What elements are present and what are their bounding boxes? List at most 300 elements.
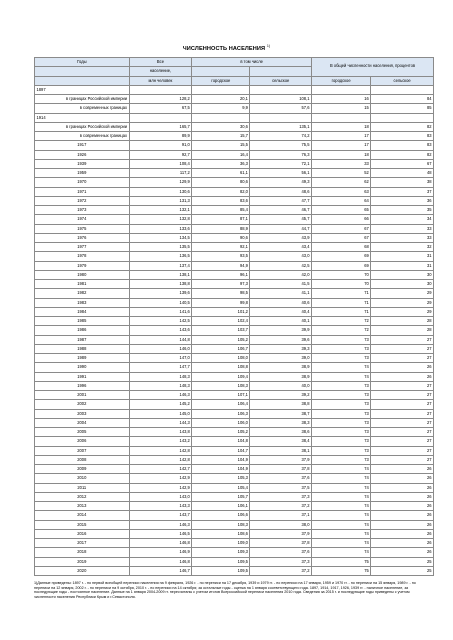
cell-urban	[192, 113, 250, 122]
cell-rural: 37,8	[250, 465, 312, 474]
cell-rural: 38,6	[250, 428, 312, 437]
cell-year: 2012	[35, 492, 130, 501]
table-row	[35, 428, 434, 437]
table-row	[35, 104, 434, 113]
cell-rural: 47,7	[250, 196, 312, 205]
table-row	[35, 224, 434, 233]
cell-urban: 92,1	[192, 243, 250, 252]
header-rural: сельское	[250, 76, 312, 85]
cell-urban: 108,6	[192, 529, 250, 538]
cell-year: 1990	[35, 363, 130, 372]
page-title	[0, 44, 453, 52]
cell-rural: 45,7	[250, 215, 312, 224]
header-total-2: население,	[129, 67, 192, 76]
cell-total: 135,5	[129, 243, 192, 252]
cell-rural: 48,6	[250, 187, 312, 196]
cell-total: 130,6	[129, 187, 192, 196]
header-blank-a	[192, 67, 250, 76]
cell-year: в границах Российской империи	[35, 95, 130, 104]
cell-total: 146,9	[129, 548, 192, 557]
table-row	[35, 317, 434, 326]
cell-year: 1939	[35, 159, 130, 168]
cell-urban: 15,7	[192, 132, 250, 141]
cell-rural: 57,6	[250, 104, 312, 113]
cell-year: 2013	[35, 502, 130, 511]
table-row	[35, 215, 434, 224]
cell-urban: 108,3	[192, 520, 250, 529]
cell-total: 142,8	[129, 455, 192, 464]
cell-urban-pct: 74	[311, 474, 370, 483]
table-row	[35, 455, 434, 464]
cell-urban: 105,2	[192, 335, 250, 344]
table-row	[35, 566, 434, 575]
cell-total: 117,2	[129, 169, 192, 178]
cell-year: 1914	[35, 113, 130, 122]
cell-rural: 56,1	[250, 169, 312, 178]
table-row	[35, 483, 434, 492]
table-row	[35, 113, 434, 122]
table-row	[35, 418, 434, 427]
cell-year: 1979	[35, 261, 130, 270]
cell-urban: 109,0	[192, 539, 250, 548]
cell-urban: 105,3	[192, 474, 250, 483]
cell-year: 1980	[35, 270, 130, 279]
cell-urban-pct: 74	[311, 548, 370, 557]
cell-total: 140,5	[129, 298, 192, 307]
cell-rural-pct: 26	[371, 502, 434, 511]
cell-rural-pct: 28	[371, 317, 434, 326]
cell-year: 1989	[35, 354, 130, 363]
cell-year: 2003	[35, 409, 130, 418]
cell-urban-pct: 75	[311, 557, 370, 566]
table-row	[35, 529, 434, 538]
cell-year: 2004	[35, 418, 130, 427]
cell-year: 1978	[35, 252, 130, 261]
cell-rural: 108,1	[250, 95, 312, 104]
cell-year: 1975	[35, 224, 130, 233]
cell-total: 136,5	[129, 252, 192, 261]
cell-urban: 80,6	[192, 178, 250, 187]
cell-total	[129, 85, 192, 94]
cell-urban: 88,9	[192, 224, 250, 233]
cell-rural-pct: 27	[371, 354, 434, 363]
table-row	[35, 344, 434, 353]
cell-rural: 37,6	[250, 474, 312, 483]
header-share: В общей численности населения, процентов	[311, 58, 433, 77]
cell-year: 1986	[35, 326, 130, 335]
cell-urban-pct: 16	[311, 95, 370, 104]
cell-urban: 106,0	[192, 418, 250, 427]
cell-urban-pct: 33	[311, 159, 370, 168]
table-row	[35, 196, 434, 205]
cell-rural: 43,0	[250, 252, 312, 261]
cell-rural-pct: 27	[371, 391, 434, 400]
cell-urban-pct: 73	[311, 437, 370, 446]
cell-urban: 85,4	[192, 206, 250, 215]
cell-total: 142,9	[129, 474, 192, 483]
cell-urban-pct: 70	[311, 280, 370, 289]
cell-rural-pct: 26	[371, 529, 434, 538]
table-row	[35, 261, 434, 270]
cell-urban-pct: 52	[311, 169, 370, 178]
header-years-blank-2	[35, 76, 130, 85]
cell-urban: 30,6	[192, 122, 250, 131]
cell-rural: 39,3	[250, 344, 312, 353]
cell-urban: 108,8	[192, 363, 250, 372]
cell-urban-pct: 74	[311, 465, 370, 474]
cell-rural: 40,4	[250, 307, 312, 316]
cell-rural-pct: 27	[371, 437, 434, 446]
cell-rural: 37,2	[250, 502, 312, 511]
cell-urban-pct: 73	[311, 446, 370, 455]
cell-year: 2015	[35, 520, 130, 529]
cell-total: 146,0	[129, 344, 192, 353]
cell-total: 142,5	[129, 317, 192, 326]
cell-year: 1973	[35, 206, 130, 215]
cell-rural: 37,2	[250, 566, 312, 575]
cell-total: 89,9	[129, 132, 192, 141]
cell-total: 146,8	[129, 557, 192, 566]
cell-total: 147,7	[129, 363, 192, 372]
cell-year: 1971	[35, 187, 130, 196]
table-row	[35, 492, 434, 501]
cell-total: 142,7	[129, 465, 192, 474]
cell-rural-pct: 26	[371, 474, 434, 483]
cell-rural	[250, 113, 312, 122]
cell-rural: 76,3	[250, 150, 312, 159]
cell-year: 2005	[35, 428, 130, 437]
cell-year: 1996	[35, 381, 130, 390]
cell-rural-pct: 67	[371, 159, 434, 168]
cell-urban-pct: 73	[311, 428, 370, 437]
cell-total: 147,0	[129, 354, 192, 363]
cell-rural: 135,1	[250, 122, 312, 131]
cell-urban-pct	[311, 113, 370, 122]
cell-year: 1972	[35, 196, 130, 205]
table-row	[35, 381, 434, 390]
cell-year: 1970	[35, 178, 130, 187]
cell-total: 134,5	[129, 233, 192, 242]
cell-urban-pct: 71	[311, 298, 370, 307]
cell-year: 2017	[35, 539, 130, 548]
cell-total: 91,0	[129, 141, 192, 150]
table-row	[35, 141, 434, 150]
cell-year: 1977	[35, 243, 130, 252]
cell-urban-pct: 15	[311, 104, 370, 113]
cell-rural-pct: 27	[371, 344, 434, 353]
cell-urban: 15,5	[192, 141, 250, 150]
cell-year: 2011	[35, 483, 130, 492]
footnote: 1)Данные приведены: 1897 г. - по первой всеобщей переписи населения на 9 февраля, 1926 г. - по переписи на 17 декабря, 1939 и 1979 гг. - по переписи на 17 января, 1959 и 1970 гг. - по переписи на 15 января, 1989 г. - по переписи на 12 января, 2002 г. - по переписи на 9 октября, 2010 г. - по переписи на 14 октября; за остальные годы - оценка на 1 января соответствующего года. 1897, 1914, 1917, 1926, 1939 гг. - наличное население, за последующие годы - постоянное население. Данные на 1 января 2004-2009 гг. пересчитаны с учетом итогов Всероссийской переписи населения 2010 года. Сведения за 2015 г. и последующие годы приведены с учетом численности населения Республики Крым и г.Севастополя.	[34, 581, 416, 599]
cell-year: в границах Российской империи	[35, 122, 130, 131]
cell-year: 1982	[35, 289, 130, 298]
cell-urban: 109,4	[192, 372, 250, 381]
cell-urban-pct: 66	[311, 215, 370, 224]
cell-urban: 99,8	[192, 298, 250, 307]
cell-urban-pct: 17	[311, 132, 370, 141]
cell-year: 2019	[35, 557, 130, 566]
cell-total: 137,4	[129, 261, 192, 270]
cell-rural: 38,0	[250, 520, 312, 529]
table-row	[35, 354, 434, 363]
table-row	[35, 132, 434, 141]
cell-rural: 41,5	[250, 280, 312, 289]
cell-year: 1987	[35, 335, 130, 344]
cell-urban: 106,6	[192, 511, 250, 520]
table-row	[35, 520, 434, 529]
cell-rural: 40,1	[250, 317, 312, 326]
cell-urban-pct	[311, 85, 370, 94]
cell-urban: 96,1	[192, 270, 250, 279]
cell-total: 143,0	[129, 492, 192, 501]
cell-rural-pct: 38	[371, 178, 434, 187]
cell-year: 2008	[35, 455, 130, 464]
cell-total: 146,7	[129, 566, 192, 575]
cell-total: 143,7	[129, 511, 192, 520]
cell-rural-pct: 27	[371, 409, 434, 418]
header-blank-b	[250, 67, 312, 76]
table-row	[35, 289, 434, 298]
cell-total: 146,5	[129, 529, 192, 538]
cell-urban-pct: 73	[311, 400, 370, 409]
table-row	[35, 206, 434, 215]
cell-rural-pct: 27	[371, 446, 434, 455]
cell-urban: 104,9	[192, 455, 250, 464]
cell-urban-pct: 74	[311, 529, 370, 538]
cell-urban: 61,1	[192, 169, 250, 178]
header-total-1: Все	[129, 58, 192, 67]
cell-year: 2018	[35, 548, 130, 557]
cell-rural-pct: 34	[371, 215, 434, 224]
cell-total: 128,2	[129, 95, 192, 104]
table-row	[35, 169, 434, 178]
table-row	[35, 298, 434, 307]
cell-rural-pct: 35	[371, 206, 434, 215]
title-text: ЧИСЛЕННОСТЬ НАСЕЛЕНИЯ	[182, 45, 266, 52]
table-row	[35, 539, 434, 548]
cell-urban: 103,7	[192, 326, 250, 335]
cell-rural-pct: 26	[371, 372, 434, 381]
cell-rural: 40,6	[250, 298, 312, 307]
table-row	[35, 437, 434, 446]
cell-rural-pct: 27	[371, 455, 434, 464]
cell-year: 2006	[35, 437, 130, 446]
table-row	[35, 511, 434, 520]
cell-urban: 102,4	[192, 317, 250, 326]
cell-urban-pct: 74	[311, 539, 370, 548]
cell-rural: 38,1	[250, 446, 312, 455]
cell-total: 142,8	[129, 446, 192, 455]
cell-urban: 105,2	[192, 428, 250, 437]
cell-total: 148,3	[129, 381, 192, 390]
table-row	[35, 391, 434, 400]
cell-urban: 36,3	[192, 159, 250, 168]
cell-rural: 43,4	[250, 243, 312, 252]
header-years-blank	[35, 67, 130, 76]
cell-rural: 37,5	[250, 483, 312, 492]
cell-urban-pct: 73	[311, 409, 370, 418]
cell-urban-pct: 73	[311, 354, 370, 363]
cell-urban: 107,1	[192, 391, 250, 400]
cell-rural-pct: 36	[371, 196, 434, 205]
cell-rural	[250, 85, 312, 94]
header-urban: городское	[192, 76, 250, 85]
cell-rural: 49,3	[250, 178, 312, 187]
cell-rural-pct: 29	[371, 307, 434, 316]
cell-year: 2014	[35, 511, 130, 520]
cell-urban-pct: 70	[311, 270, 370, 279]
table-row	[35, 409, 434, 418]
cell-urban: 82,0	[192, 187, 250, 196]
cell-urban-pct: 74	[311, 520, 370, 529]
cell-total: 143,3	[129, 502, 192, 511]
cell-urban: 104,7	[192, 446, 250, 455]
cell-urban-pct: 68	[311, 243, 370, 252]
cell-total: 139,6	[129, 289, 192, 298]
cell-urban: 106,7	[192, 344, 250, 353]
cell-urban-pct: 73	[311, 455, 370, 464]
cell-rural: 75,5	[250, 141, 312, 150]
cell-urban-pct: 74	[311, 372, 370, 381]
cell-total: 138,1	[129, 270, 192, 279]
cell-urban-pct: 64	[311, 196, 370, 205]
cell-year: 1984	[35, 307, 130, 316]
cell-year: 1983	[35, 298, 130, 307]
cell-urban-pct: 71	[311, 307, 370, 316]
title-footnote-mark: 1)	[266, 44, 271, 48]
cell-total: 144,8	[129, 335, 192, 344]
cell-rural-pct: 25	[371, 557, 434, 566]
table-row	[35, 363, 434, 372]
cell-year: 2016	[35, 529, 130, 538]
cell-urban: 101,2	[192, 307, 250, 316]
cell-year: 2010	[35, 474, 130, 483]
cell-urban-pct: 69	[311, 252, 370, 261]
table-row	[35, 465, 434, 474]
cell-rural-pct: 85	[371, 104, 434, 113]
cell-rural-pct: 25	[371, 566, 434, 575]
header-rural-pct: сельское	[371, 76, 434, 85]
table-row	[35, 474, 434, 483]
cell-total: 142,9	[129, 483, 192, 492]
cell-urban: 108,3	[192, 381, 250, 390]
cell-rural: 42,0	[250, 270, 312, 279]
cell-urban: 20,1	[192, 95, 250, 104]
cell-rural-pct: 32	[371, 243, 434, 252]
table-row	[35, 122, 434, 131]
table-row	[35, 335, 434, 344]
cell-rural-pct: 27	[371, 428, 434, 437]
header-years: Годы	[35, 58, 130, 67]
cell-total: 146,8	[129, 539, 192, 548]
cell-urban: 109,5	[192, 557, 250, 566]
cell-total: 132,1	[129, 206, 192, 215]
population-table	[34, 57, 434, 576]
cell-rural-pct: 83	[371, 141, 434, 150]
cell-rural-pct: 27	[371, 418, 434, 427]
table-row	[35, 159, 434, 168]
cell-urban: 94,9	[192, 261, 250, 270]
cell-rural: 38,9	[250, 363, 312, 372]
header-row-3	[35, 76, 434, 85]
table-row	[35, 233, 434, 242]
cell-year: 1959	[35, 169, 130, 178]
cell-rural: 37,1	[250, 511, 312, 520]
cell-rural-pct: 30	[371, 280, 434, 289]
cell-total: 146,3	[129, 520, 192, 529]
cell-total: 148,3	[129, 372, 192, 381]
cell-rural-pct: 26	[371, 363, 434, 372]
cell-urban: 97,3	[192, 280, 250, 289]
cell-rural-pct: 83	[371, 132, 434, 141]
cell-total: 108,4	[129, 159, 192, 168]
cell-rural-pct: 33	[371, 233, 434, 242]
table-row	[35, 400, 434, 409]
cell-urban-pct: 73	[311, 391, 370, 400]
cell-urban-pct: 18	[311, 122, 370, 131]
cell-urban: 105,7	[192, 492, 250, 501]
header-incl: в том числе	[192, 58, 312, 67]
cell-rural-pct: 26	[371, 539, 434, 548]
cell-total: 129,9	[129, 178, 192, 187]
cell-urban-pct: 73	[311, 418, 370, 427]
cell-year: 2020	[35, 566, 130, 575]
cell-total: 144,3	[129, 418, 192, 427]
header-row-1	[35, 58, 434, 67]
table-row	[35, 252, 434, 261]
cell-rural-pct: 26	[371, 548, 434, 557]
cell-rural-pct: 31	[371, 252, 434, 261]
cell-urban: 93,5	[192, 252, 250, 261]
cell-year: в современных границах	[35, 104, 130, 113]
table-row	[35, 150, 434, 159]
cell-urban-pct: 18	[311, 150, 370, 159]
cell-urban-pct: 75	[311, 566, 370, 575]
cell-urban-pct: 74	[311, 511, 370, 520]
cell-urban: 108,0	[192, 354, 250, 363]
cell-rural: 37,8	[250, 539, 312, 548]
cell-year: 1976	[35, 233, 130, 242]
cell-total: 92,7	[129, 150, 192, 159]
cell-rural-pct: 82	[371, 122, 434, 131]
cell-rural-pct: 27	[371, 400, 434, 409]
cell-urban: 109,3	[192, 548, 250, 557]
cell-total: 143,2	[129, 437, 192, 446]
header-total-3: млн человек	[129, 76, 192, 85]
cell-rural: 37,3	[250, 492, 312, 501]
cell-year: 1897	[35, 85, 130, 94]
table-row	[35, 548, 434, 557]
cell-rural: 37,9	[250, 455, 312, 464]
cell-total: 138,8	[129, 280, 192, 289]
cell-urban: 90,6	[192, 233, 250, 242]
cell-urban-pct: 72	[311, 317, 370, 326]
cell-rural: 39,0	[250, 354, 312, 363]
cell-urban: 106,4	[192, 400, 250, 409]
cell-total: 145,2	[129, 400, 192, 409]
cell-rural-pct: 37	[371, 187, 434, 196]
header-urban-pct: городское	[311, 76, 370, 85]
cell-rural-pct: 26	[371, 520, 434, 529]
cell-urban-pct: 67	[311, 233, 370, 242]
cell-year: 1926	[35, 150, 130, 159]
cell-urban-pct: 73	[311, 381, 370, 390]
cell-urban-pct: 73	[311, 335, 370, 344]
cell-urban-pct: 74	[311, 502, 370, 511]
cell-rural-pct: 26	[371, 511, 434, 520]
cell-total: 143,6	[129, 326, 192, 335]
cell-rural-pct: 29	[371, 298, 434, 307]
